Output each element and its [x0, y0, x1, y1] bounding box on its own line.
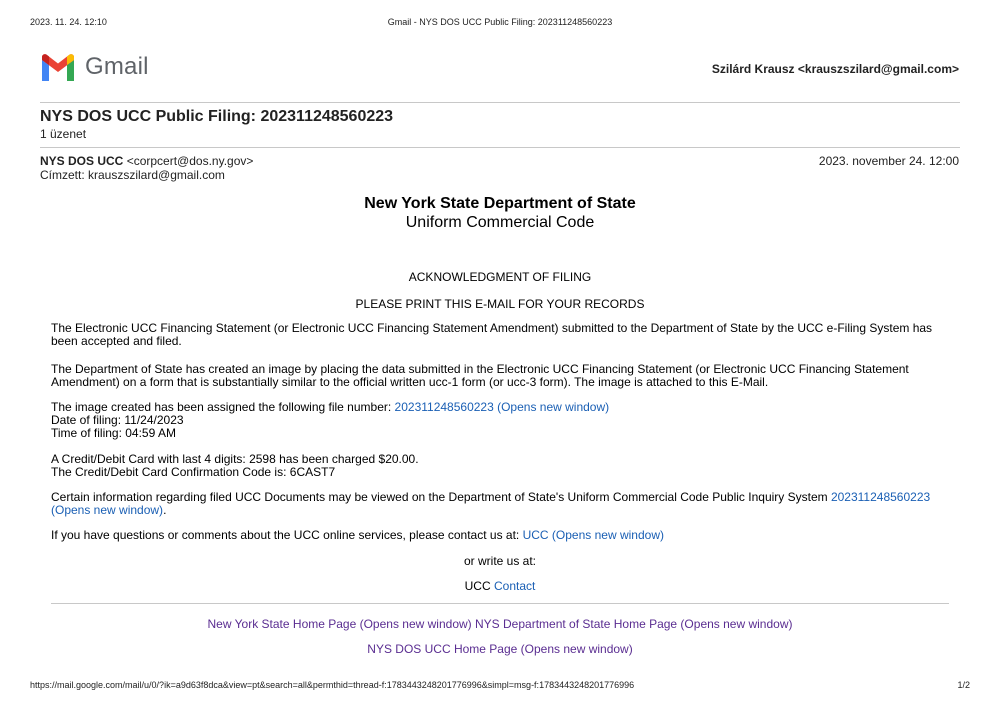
divider [51, 603, 949, 604]
ucc-contact [0, 579, 1000, 593]
date-of-filing: Date of filing: 11/24/2023 [51, 413, 184, 427]
message-date: 2023. november 24. 12:00 [818, 154, 959, 168]
inquiry-end: . [163, 503, 167, 517]
ucc-label: UCC [464, 579, 494, 593]
file-number-block [51, 401, 951, 440]
questions-text: If you have questions or comments about the UCC online services, please contact us at: [51, 528, 523, 542]
footer-links-row-2 [0, 642, 1000, 656]
file-number-label: The image created has been assigned the following file number: [51, 400, 395, 414]
time-of-filing: Time of filing: 04:59 AM [51, 426, 176, 440]
payment-block [51, 453, 951, 479]
charge-text: A Credit/Debit Card with last 4 digits: 2598 has been charged $20.00. [51, 452, 419, 466]
department-subtitle: Uniform Commercial Code [405, 214, 595, 231]
sender-name: NYS DOS UCC [40, 154, 124, 168]
print-header [30, 17, 970, 31]
page-number: 1/2 [957, 680, 970, 690]
contact-link[interactable]: Contact [493, 579, 536, 593]
ack-heading: ACKNOWLEDGMENT OF FILING [408, 270, 592, 284]
inquiry-text: Certain information regarding filed UCC Documents may be viewed on the Department of State's Uniform Commercial Code Public Inquiry System [51, 490, 831, 504]
inquiry-link[interactable]: 202311248560223 (Opens new window) [51, 490, 931, 517]
paragraph-accepted: The Electronic UCC Financing Statement (or Electronic UCC Financing Statement Amendment) submitted to the Department of State by the UCC e-Filing System has been accepted and filed. [51, 321, 933, 348]
sender [40, 154, 253, 168]
paragraph-image: The Department of State has created an image by placing the data submitted in the Electronic UCC Financing Statement (or Electronic UCC Financing Statement Amendment) on a form that is substantially similar to the official written ucc-1 form (or ucc-3 form). The image is attached to this E-Mail. [51, 362, 909, 389]
footer-links-row [0, 617, 1000, 631]
write-us: or write us at: [463, 554, 537, 568]
divider [40, 147, 960, 148]
divider [40, 102, 960, 103]
nys-home-link[interactable]: New York State Home Page (Opens new window) [207, 617, 472, 631]
print-url: https://mail.google.com/mail/u/0/?ik=a9d63f8dca&view=pt&search=all&permthid=thread-f:1783443248201776996&simpl=msg-f:1783443248201776996 [30, 680, 635, 690]
gmail-wordmark: Gmail [85, 53, 149, 80]
gmail-logo [40, 52, 149, 82]
account-name: Szilárd Krausz <krauszszilard@gmail.com> [711, 62, 959, 76]
gmail-m-icon [40, 54, 76, 81]
print-datetime: 2023. 11. 24. 12:10 [30, 17, 107, 27]
file-number-link[interactable]: 202311248560223 (Opens new window) [394, 400, 610, 414]
print-footer [30, 680, 970, 694]
recipient: Címzett: krauszszilard@gmail.com [40, 168, 225, 182]
message-count: 1 üzenet [40, 127, 87, 141]
questions-paragraph [51, 529, 951, 542]
department-title: New York State Department of State [364, 195, 636, 212]
ucc-home-link[interactable]: NYS DOS UCC Home Page (Opens new window) [367, 642, 633, 656]
print-title: Gmail - NYS DOS UCC Public Filing: 202311248560223 [387, 17, 613, 27]
ucc-link[interactable]: UCC (Opens new window) [522, 528, 664, 542]
sender-email: <corpcert@dos.ny.gov> [126, 154, 254, 168]
inquiry-paragraph [51, 491, 951, 517]
confirmation-code: The Credit/Debit Card Confirmation Code is: 6CAST7 [51, 465, 336, 479]
print-notice: PLEASE PRINT THIS E-MAIL FOR YOUR RECORDS [355, 297, 645, 311]
dos-home-link[interactable]: NYS Department of State Home Page (Opens new window) [475, 617, 793, 631]
thread-subject: NYS DOS UCC Public Filing: 202311248560223 [40, 108, 394, 125]
